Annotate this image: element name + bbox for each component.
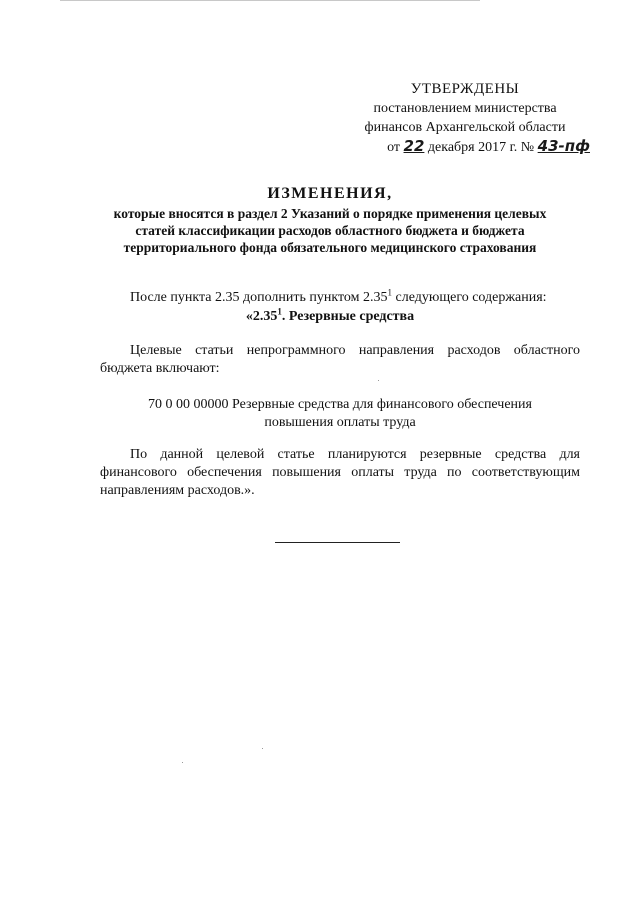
heading-line-1: которые вносятся в раздел 2 Указаний о порядке применения целевых [113, 206, 547, 221]
intro-superscript: 1 [387, 287, 393, 298]
intro-text-end: следующего содержания: [392, 290, 547, 305]
scan-edge-line [60, 0, 480, 1]
scan-speck [182, 762, 183, 763]
scan-speck [378, 380, 379, 381]
paragraph-code-line [100, 396, 580, 432]
approval-line-2: финансов Архангельской области [364, 120, 566, 135]
paragraph-intro [130, 289, 547, 307]
code-line-1: 70 0 00 00000 Резервные средства для финансового обеспечения [148, 397, 532, 412]
paragraph-reserve-funds: По данной целевой статье планируются резервные средства для финансового обеспечения повышения оплаты труда по соответствующим направлениям расходов.». [100, 447, 580, 498]
item-title: . Резервные средства [281, 309, 415, 324]
approval-date-line [340, 137, 590, 157]
item-superscript: 1 [277, 306, 282, 317]
date-prefix: от [387, 140, 404, 155]
code-line-2: повышения оплаты труда [264, 415, 416, 430]
heading-title: ИЗМЕНЕНИЯ, [267, 185, 393, 202]
approval-block [340, 80, 590, 157]
document-heading [70, 183, 590, 256]
paragraph-target-articles: Целевые статьи непрограммного направления расходов областного бюджета включают: [100, 343, 580, 376]
heading-line-3: территориального фонда обязательного медицинского страхования [123, 240, 537, 255]
closing-separator-line [275, 542, 400, 543]
scan-speck [262, 748, 263, 749]
item-heading [70, 308, 590, 326]
handwritten-day: 22 [403, 137, 425, 155]
intro-text: После пункта 2.35 дополнить пунктом 2.35 [130, 290, 388, 305]
approval-line-1: постановлением министерства [373, 101, 557, 116]
approval-title: УТВЕРЖДЕНЫ [410, 81, 520, 97]
date-middle: декабря 2017 г. № [424, 140, 538, 155]
item-number: «2.35 [245, 309, 278, 324]
handwritten-number: 43-пф [537, 137, 590, 155]
heading-line-2: статей классификации расходов областного бюджета и бюджета [135, 223, 525, 238]
